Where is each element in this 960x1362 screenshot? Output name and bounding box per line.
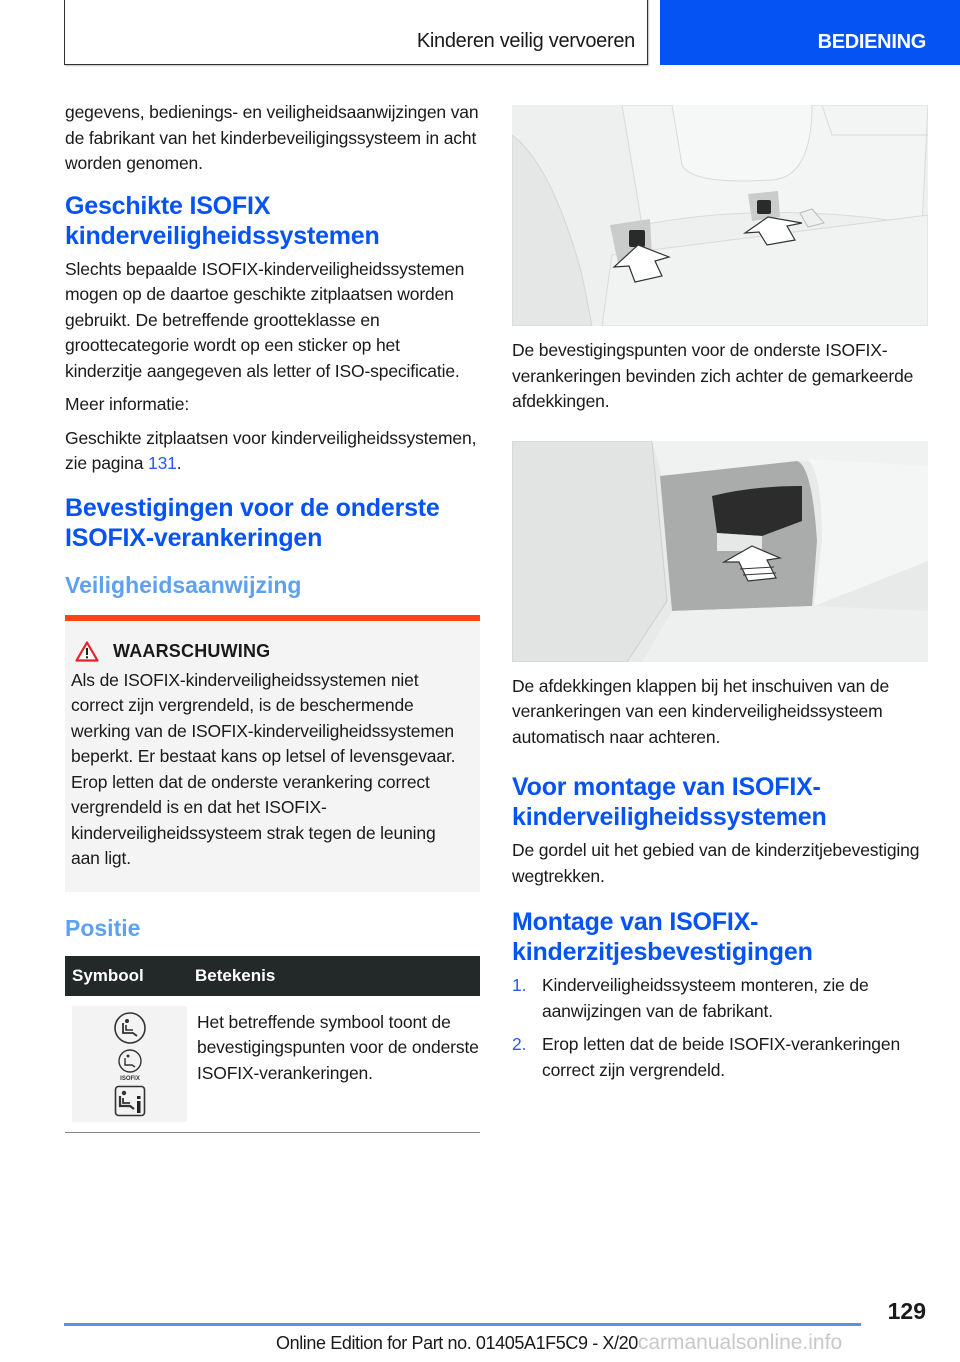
paragraph-meer-informatie: Meer informatie: [65, 394, 190, 414]
symbol-cell [65, 996, 188, 1133]
heading-voor-montage: Voor montage van ISOFIX-kinderveiligheidssystemen [512, 773, 827, 831]
heading-montage: Montage van ISOFIX-kinderzitjesbevestigingen [512, 908, 813, 966]
heading-geschikte-isofix: Geschikte ISOFIX kinderveiligheidssystemen [65, 191, 380, 250]
warning-triangle-icon [75, 641, 99, 662]
right-column [512, 105, 928, 1091]
anchor-cover-flap-illustration [512, 441, 928, 662]
page-number: 129 [887, 1298, 926, 1324]
step-text: Kinderveiligheidssysteem monteren, zie de aanwijzingen van de fabrikant. [542, 975, 869, 1021]
warning-title: WAARSCHUWING [113, 640, 271, 661]
figure-isofix-anchor-covers [512, 105, 928, 326]
reference-suffix: . [176, 453, 182, 473]
svg-text:ISOFIX: ISOFIX [119, 1075, 140, 1082]
reference-text: Geschikte zitplaatsen voor kinderveiligheidssystemen, zie pagina [65, 427, 477, 473]
table-row [65, 996, 480, 1133]
warning-title-row [71, 641, 466, 662]
page-link-131[interactable]: 131 [148, 453, 177, 473]
list-item [512, 1032, 928, 1083]
caption-figure-2: De afdekkingen klappen bij het inschuiven van de verankeringen van een kinderveiligheidssysteem automatisch naar achteren. [512, 675, 890, 747]
paragraph-geschikte-zitplaatsen [65, 426, 480, 477]
meaning-cell: Het betreffende symbool toont de bevestigingspunten voor de onderste ISOFIX-verankeringen. [188, 996, 480, 1133]
chapter-header-tab [660, 0, 960, 65]
left-column [65, 100, 480, 1133]
list-item [512, 973, 928, 1024]
figure-flap-cover [512, 441, 928, 662]
footer-divider [64, 1323, 861, 1326]
isofix-circle-icon [113, 1011, 147, 1045]
heading-bevestigingen: Bevestigingen voor de onderste ISOFIX-verankeringen [65, 493, 440, 552]
rear-seat-isofix-illustration [512, 105, 928, 326]
symbol-box [72, 1006, 187, 1122]
heading-positie: Positie [65, 914, 141, 941]
step-number: 1. [512, 975, 527, 995]
watermark-text: carmanualsonline.info [637, 1331, 843, 1354]
paragraph-slechts: Slechts bepaalde ISOFIX-kinderveiligheidssystemen mogen op de daartoe geschikte zitplaatsen worden gebruikt. De betreffende grootteklasse en groottecategorie wordt op een sticker op het kinderzitje aangegeven als letter of ISO-specificatie. [65, 258, 465, 381]
symbol-table [65, 956, 480, 1133]
edition-text: Online Edition for Part no. 01405A1F5C9 - X/20 [276, 1333, 638, 1353]
column-header-betekenis: Betekenis [188, 956, 480, 996]
warning-box [65, 615, 480, 892]
section-header-tab [64, 0, 648, 65]
step-text: Erop letten dat de beide ISOFIX-verankeringen correct zijn vergrendeld. [542, 1034, 901, 1080]
caption-figure-1: De bevestigingspunten voor de onderste ISOFIX-verankeringen bevinden zich achter de gemarkeerde afdekkingen. [512, 340, 914, 411]
section-title: Kinderen veilig vervoeren [416, 30, 635, 52]
heading-veiligheidsaanwijzing: Veiligheidsaanwijzing [65, 571, 302, 598]
intro-paragraph: gegevens, bedienings- en veiligheidsaanwijzingen van de fabrikant van het kinderbeveiligingssysteem in acht worden genomen. [65, 102, 479, 173]
paragraph-gordel: De gordel uit het gebied van de kinderzitjebevestiging wegtrekken. [512, 840, 920, 886]
isofix-circle-labeled-icon [115, 1048, 145, 1082]
montage-steps-list [512, 973, 928, 1083]
isofix-info-icon [114, 1085, 146, 1117]
step-number: 2. [512, 1034, 527, 1054]
chapter-title: BEDIENING [817, 31, 926, 53]
warning-text: Als de ISOFIX-kinderveiligheidssystemen niet correct zijn vergrendeld, is de beschermende werking van de ISOFIX-kinderveiligheidssystemen beperkt. Er bestaat kans op letsel of levensgevaar. Erop letten dat de onderste verankering correct vergrendeld is en dat het ISOFIX-kinderveiligheidssysteem strak tegen de leuning aan ligt. [71, 669, 456, 868]
column-header-symbool: Symbool [65, 956, 188, 996]
footer-edition [276, 1331, 842, 1355]
